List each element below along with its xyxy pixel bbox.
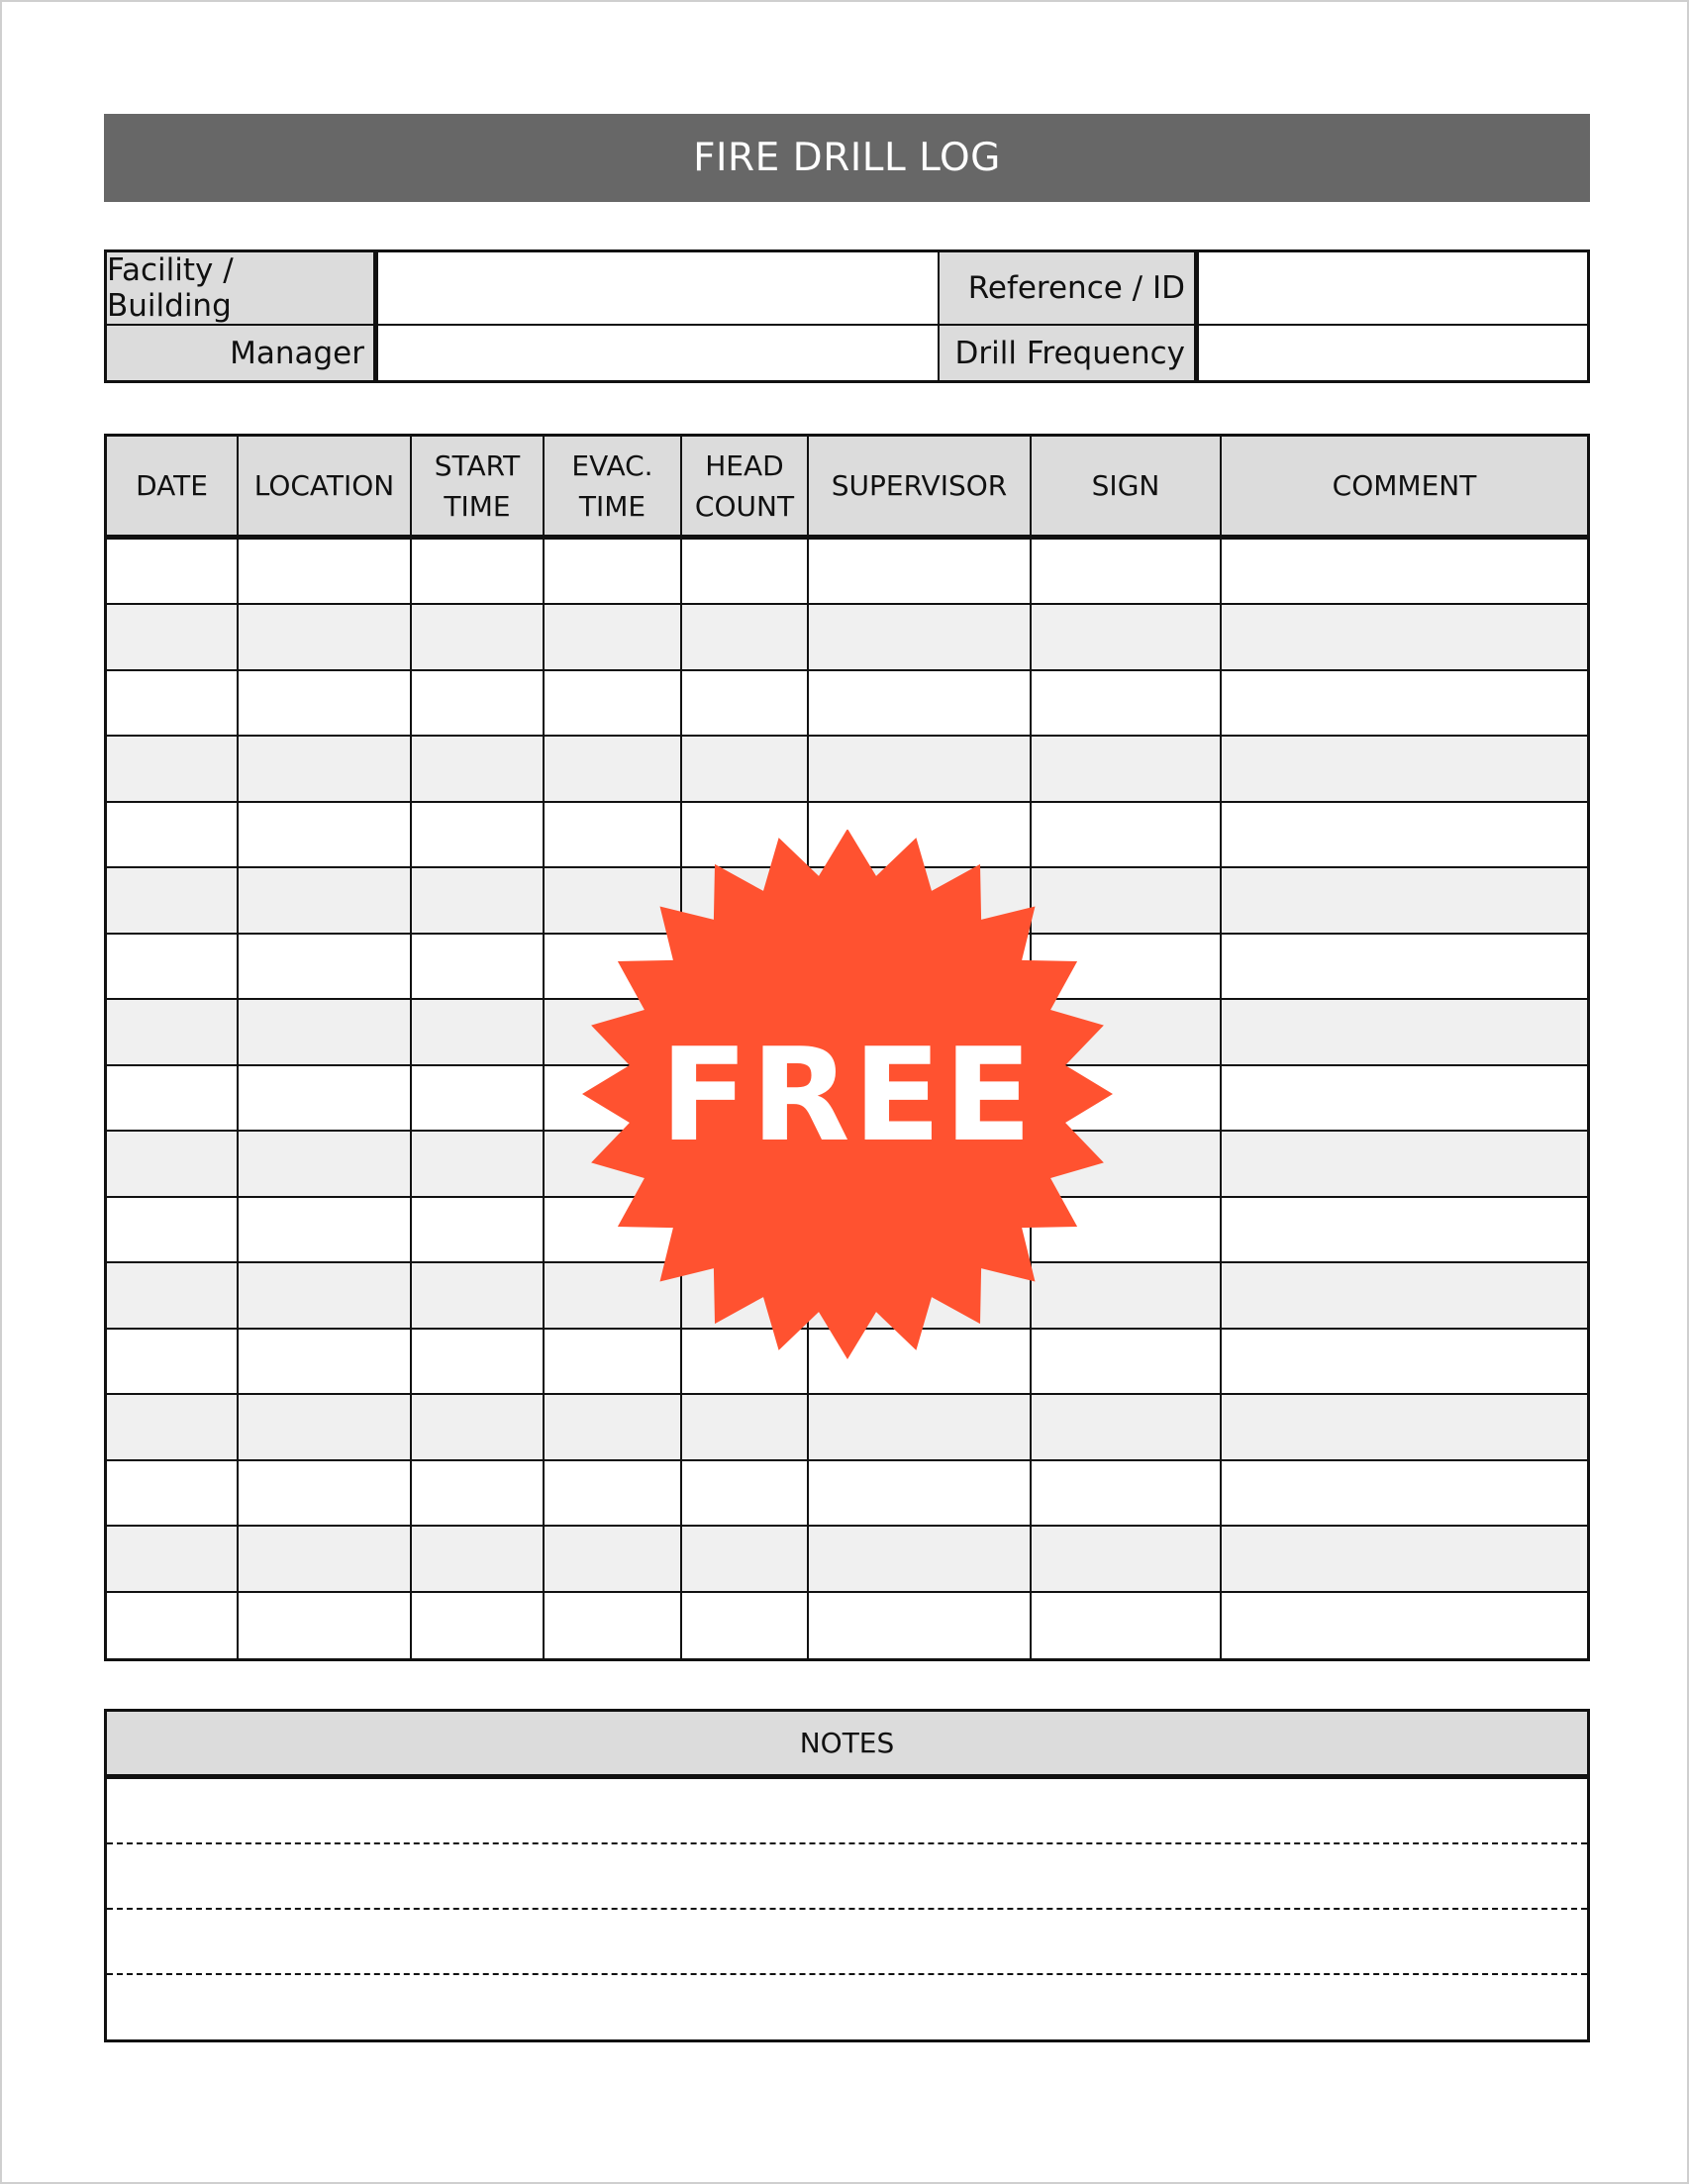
table-cell[interactable] <box>412 1198 545 1263</box>
table-cell[interactable] <box>239 1066 412 1132</box>
table-cell[interactable] <box>1222 1461 1587 1527</box>
table-cell[interactable] <box>682 671 809 737</box>
table-cell[interactable] <box>1222 1198 1587 1263</box>
badge-text: FREE <box>659 1019 1036 1170</box>
table-cell[interactable] <box>1032 671 1222 737</box>
column-header: LOCATION <box>239 437 412 540</box>
notes-line[interactable] <box>107 1910 1587 1975</box>
table-cell[interactable] <box>1222 1000 1587 1065</box>
table-cell[interactable] <box>412 1593 545 1658</box>
table-cell[interactable] <box>107 935 239 1000</box>
table-cell[interactable] <box>809 737 1032 802</box>
table-cell[interactable] <box>809 1527 1032 1592</box>
column-header: HEAD COUNT <box>682 437 809 540</box>
table-cell[interactable] <box>107 540 239 605</box>
table-cell[interactable] <box>107 1198 239 1263</box>
table-cell[interactable] <box>107 1527 239 1592</box>
table-cell[interactable] <box>1032 737 1222 802</box>
table-cell[interactable] <box>545 1527 682 1592</box>
document-title: FIRE DRILL LOG <box>104 114 1590 202</box>
table-cell[interactable] <box>682 1461 809 1527</box>
table-cell[interactable] <box>239 1000 412 1065</box>
table-cell[interactable] <box>1222 1330 1587 1395</box>
table-cell[interactable] <box>412 803 545 868</box>
reference-field[interactable] <box>1199 252 1587 326</box>
table-cell[interactable] <box>545 737 682 802</box>
table-cell[interactable] <box>239 868 412 934</box>
table-cell[interactable] <box>1222 1527 1587 1592</box>
table-cell[interactable] <box>412 1330 545 1395</box>
table-cell[interactable] <box>107 1593 239 1658</box>
facility-field[interactable] <box>378 252 940 326</box>
table-cell[interactable] <box>412 935 545 1000</box>
table-cell[interactable] <box>682 1395 809 1460</box>
table-cell[interactable] <box>412 737 545 802</box>
table-cell[interactable] <box>809 540 1032 605</box>
table-cell[interactable] <box>239 1593 412 1658</box>
table-cell[interactable] <box>1222 1395 1587 1460</box>
reference-label: Reference / ID <box>940 252 1199 326</box>
facility-label: Facility / Building <box>107 252 378 326</box>
table-cell[interactable] <box>1222 1066 1587 1132</box>
table-cell[interactable] <box>1222 935 1587 1000</box>
notes-line[interactable] <box>107 1844 1587 1910</box>
table-cell[interactable] <box>412 1461 545 1527</box>
table-cell[interactable] <box>107 1000 239 1065</box>
table-cell[interactable] <box>107 1132 239 1197</box>
table-cell[interactable] <box>239 1263 412 1329</box>
table-cell[interactable] <box>239 1198 412 1263</box>
table-cell[interactable] <box>239 803 412 868</box>
table-cell[interactable] <box>1222 1593 1587 1658</box>
free-badge <box>579 830 1116 1359</box>
frequency-label: Drill Frequency <box>940 326 1199 380</box>
manager-field[interactable] <box>378 326 940 380</box>
table-cell[interactable] <box>682 1593 809 1658</box>
table-cell[interactable] <box>239 605 412 670</box>
table-cell[interactable] <box>545 1395 682 1460</box>
table-cell[interactable] <box>809 605 1032 670</box>
table-cell[interactable] <box>1032 1395 1222 1460</box>
table-cell[interactable] <box>1222 737 1587 802</box>
table-cell[interactable] <box>107 1330 239 1395</box>
table-cell[interactable] <box>1032 540 1222 605</box>
table-cell[interactable] <box>545 540 682 605</box>
table-cell[interactable] <box>107 868 239 934</box>
table-cell[interactable] <box>107 737 239 802</box>
table-cell[interactable] <box>545 671 682 737</box>
table-cell[interactable] <box>239 737 412 802</box>
table-cell[interactable] <box>239 671 412 737</box>
table-cell[interactable] <box>682 1527 809 1592</box>
table-cell[interactable] <box>809 1593 1032 1658</box>
table-cell[interactable] <box>107 1066 239 1132</box>
table-cell[interactable] <box>107 1461 239 1527</box>
table-cell[interactable] <box>107 803 239 868</box>
column-header: EVAC. TIME <box>545 437 682 540</box>
table-cell[interactable] <box>107 605 239 670</box>
table-cell[interactable] <box>239 1395 412 1460</box>
table-cell[interactable] <box>239 1132 412 1197</box>
table-cell[interactable] <box>239 1461 412 1527</box>
notes-line[interactable] <box>107 1975 1587 2040</box>
table-cell[interactable] <box>412 1066 545 1132</box>
table-cell[interactable] <box>682 605 809 670</box>
table-cell[interactable] <box>1222 605 1587 670</box>
table-cell[interactable] <box>1222 868 1587 934</box>
frequency-field[interactable] <box>1199 326 1587 380</box>
table-cell[interactable] <box>1222 540 1587 605</box>
table-cell[interactable] <box>412 868 545 934</box>
table-cell[interactable] <box>107 1263 239 1329</box>
info-table <box>104 249 1590 383</box>
table-cell[interactable] <box>682 737 809 802</box>
table-cell[interactable] <box>1222 671 1587 737</box>
table-cell[interactable] <box>1222 1132 1587 1197</box>
column-header: DATE <box>107 437 239 540</box>
table-cell[interactable] <box>545 1461 682 1527</box>
column-header: SIGN <box>1032 437 1222 540</box>
table-cell[interactable] <box>412 671 545 737</box>
manager-label: Manager <box>107 326 378 380</box>
table-cell[interactable] <box>412 605 545 670</box>
table-cell[interactable] <box>412 1000 545 1065</box>
table-cell[interactable] <box>1222 803 1587 868</box>
column-header: START TIME <box>412 437 545 540</box>
table-cell[interactable] <box>239 540 412 605</box>
table-cell[interactable] <box>239 1527 412 1592</box>
table-cell[interactable] <box>545 605 682 670</box>
table-cell[interactable] <box>1032 605 1222 670</box>
table-cell[interactable] <box>682 540 809 605</box>
table-cell[interactable] <box>412 1527 545 1592</box>
table-cell[interactable] <box>809 1395 1032 1460</box>
table-cell[interactable] <box>412 1263 545 1329</box>
table-cell[interactable] <box>107 671 239 737</box>
column-header: SUPERVISOR <box>809 437 1032 540</box>
table-cell[interactable] <box>239 1330 412 1395</box>
table-cell[interactable] <box>545 1593 682 1658</box>
table-cell[interactable] <box>809 1461 1032 1527</box>
table-cell[interactable] <box>1032 1593 1222 1658</box>
column-header: COMMENT <box>1222 437 1587 540</box>
table-cell[interactable] <box>412 1395 545 1460</box>
notes-section <box>104 1709 1590 2042</box>
notes-header: NOTES <box>107 1712 1587 1779</box>
table-cell[interactable] <box>1032 1527 1222 1592</box>
table-cell[interactable] <box>809 671 1032 737</box>
notes-line[interactable] <box>107 1779 1587 1844</box>
table-cell[interactable] <box>239 935 412 1000</box>
table-cell[interactable] <box>107 1395 239 1460</box>
table-cell[interactable] <box>1222 1263 1587 1329</box>
table-cell[interactable] <box>1032 1461 1222 1527</box>
table-cell[interactable] <box>412 1132 545 1197</box>
table-cell[interactable] <box>412 540 545 605</box>
